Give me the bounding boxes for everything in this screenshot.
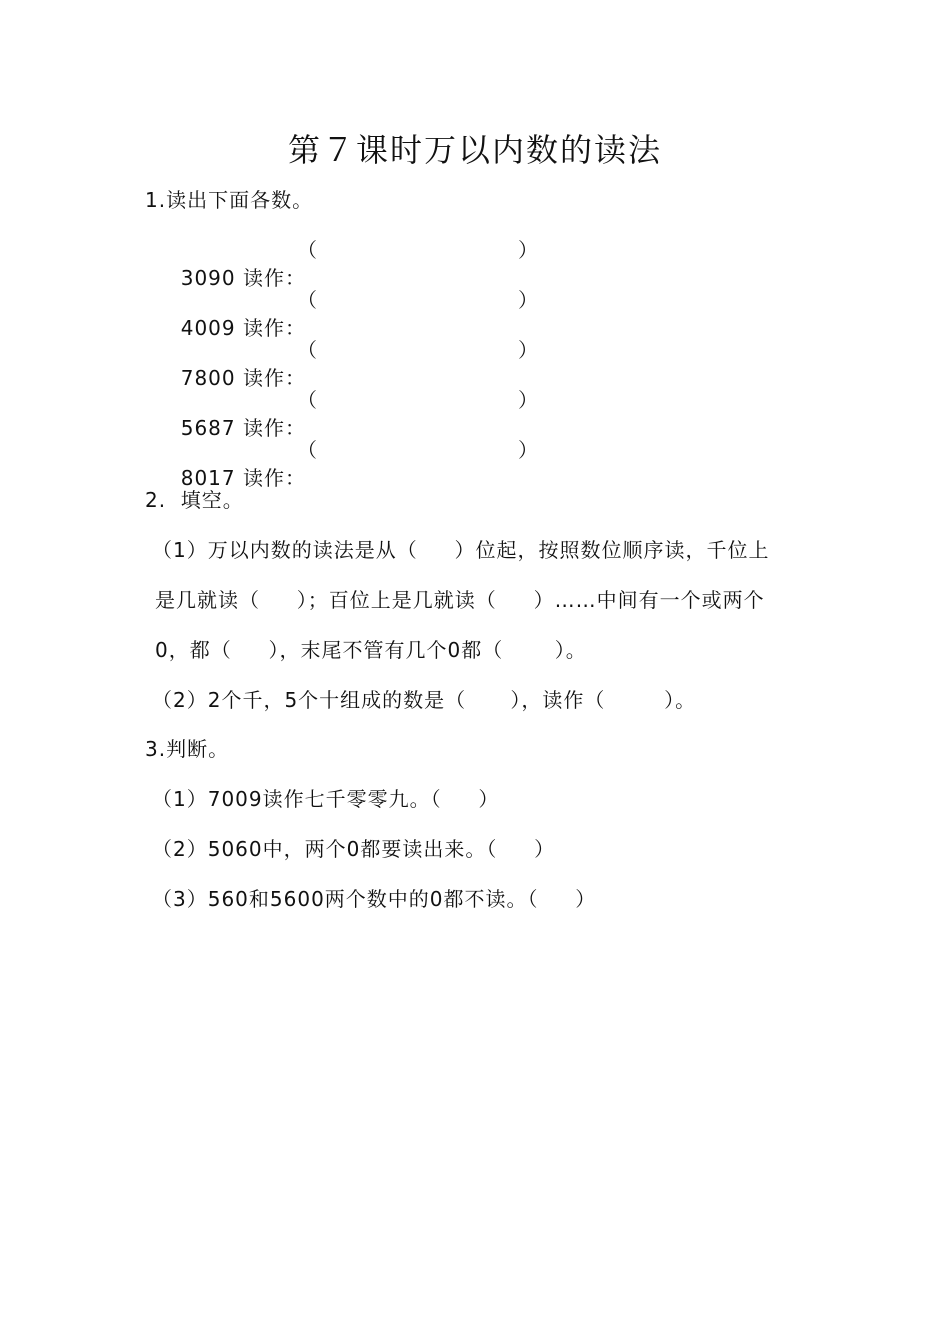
- page-title: 第７课时万以内数的读法: [287, 131, 662, 169]
- q3-line: （3）560和5600两个数中的0都不读。（ ）: [152, 887, 597, 911]
- answer-paren-close: ）: [518, 438, 539, 462]
- answer-paren-open: （: [297, 338, 318, 362]
- number-value: 4009: [180, 316, 236, 340]
- read-row: [166, 336, 306, 392]
- read-label: 读作：: [242, 266, 306, 290]
- read-row: [166, 436, 306, 492]
- answer-paren-open: （: [297, 238, 318, 262]
- q2-line: 是几就读（ ）；百位上是几就读（ ）……中间有一个或两个: [155, 588, 765, 612]
- read-row: [166, 386, 306, 442]
- q3-heading: 3.判断。: [145, 737, 230, 761]
- read-label: 读作：: [242, 316, 306, 340]
- read-row: [166, 286, 306, 342]
- answer-paren-open: （: [297, 388, 318, 412]
- read-label: 读作：: [242, 366, 306, 390]
- q2-line: （1）万以内数的读法是从（ ）位起，按照数位顺序读，千位上: [152, 538, 770, 562]
- q2-line: （2）2个千，5个十组成的数是（ ），读作（ ）。: [152, 688, 697, 712]
- q2-heading: 2. 填空。: [145, 488, 244, 512]
- answer-paren-close: ）: [518, 288, 539, 312]
- number-value: 3090: [180, 266, 236, 290]
- answer-paren-open: （: [297, 288, 318, 312]
- number-value: 7800: [180, 366, 236, 390]
- number-value: 8017: [180, 466, 236, 490]
- q3-line: （1）7009读作七千零零九。（ ）: [152, 787, 500, 811]
- read-row: [166, 236, 306, 292]
- answer-paren-close: ）: [518, 388, 539, 412]
- read-label: 读作：: [242, 466, 306, 490]
- q3-line: （2）5060中，两个0都要读出来。（ ）: [152, 837, 556, 861]
- number-value: 5687: [180, 416, 236, 440]
- answer-paren-open: （: [297, 438, 318, 462]
- q2-line: 0，都（ ），末尾不管有几个0都（ ）。: [155, 638, 587, 662]
- read-label: 读作：: [242, 416, 306, 440]
- q1-heading: 1.读出下面各数。: [145, 188, 314, 212]
- answer-paren-close: ）: [518, 238, 539, 262]
- answer-paren-close: ）: [518, 338, 539, 362]
